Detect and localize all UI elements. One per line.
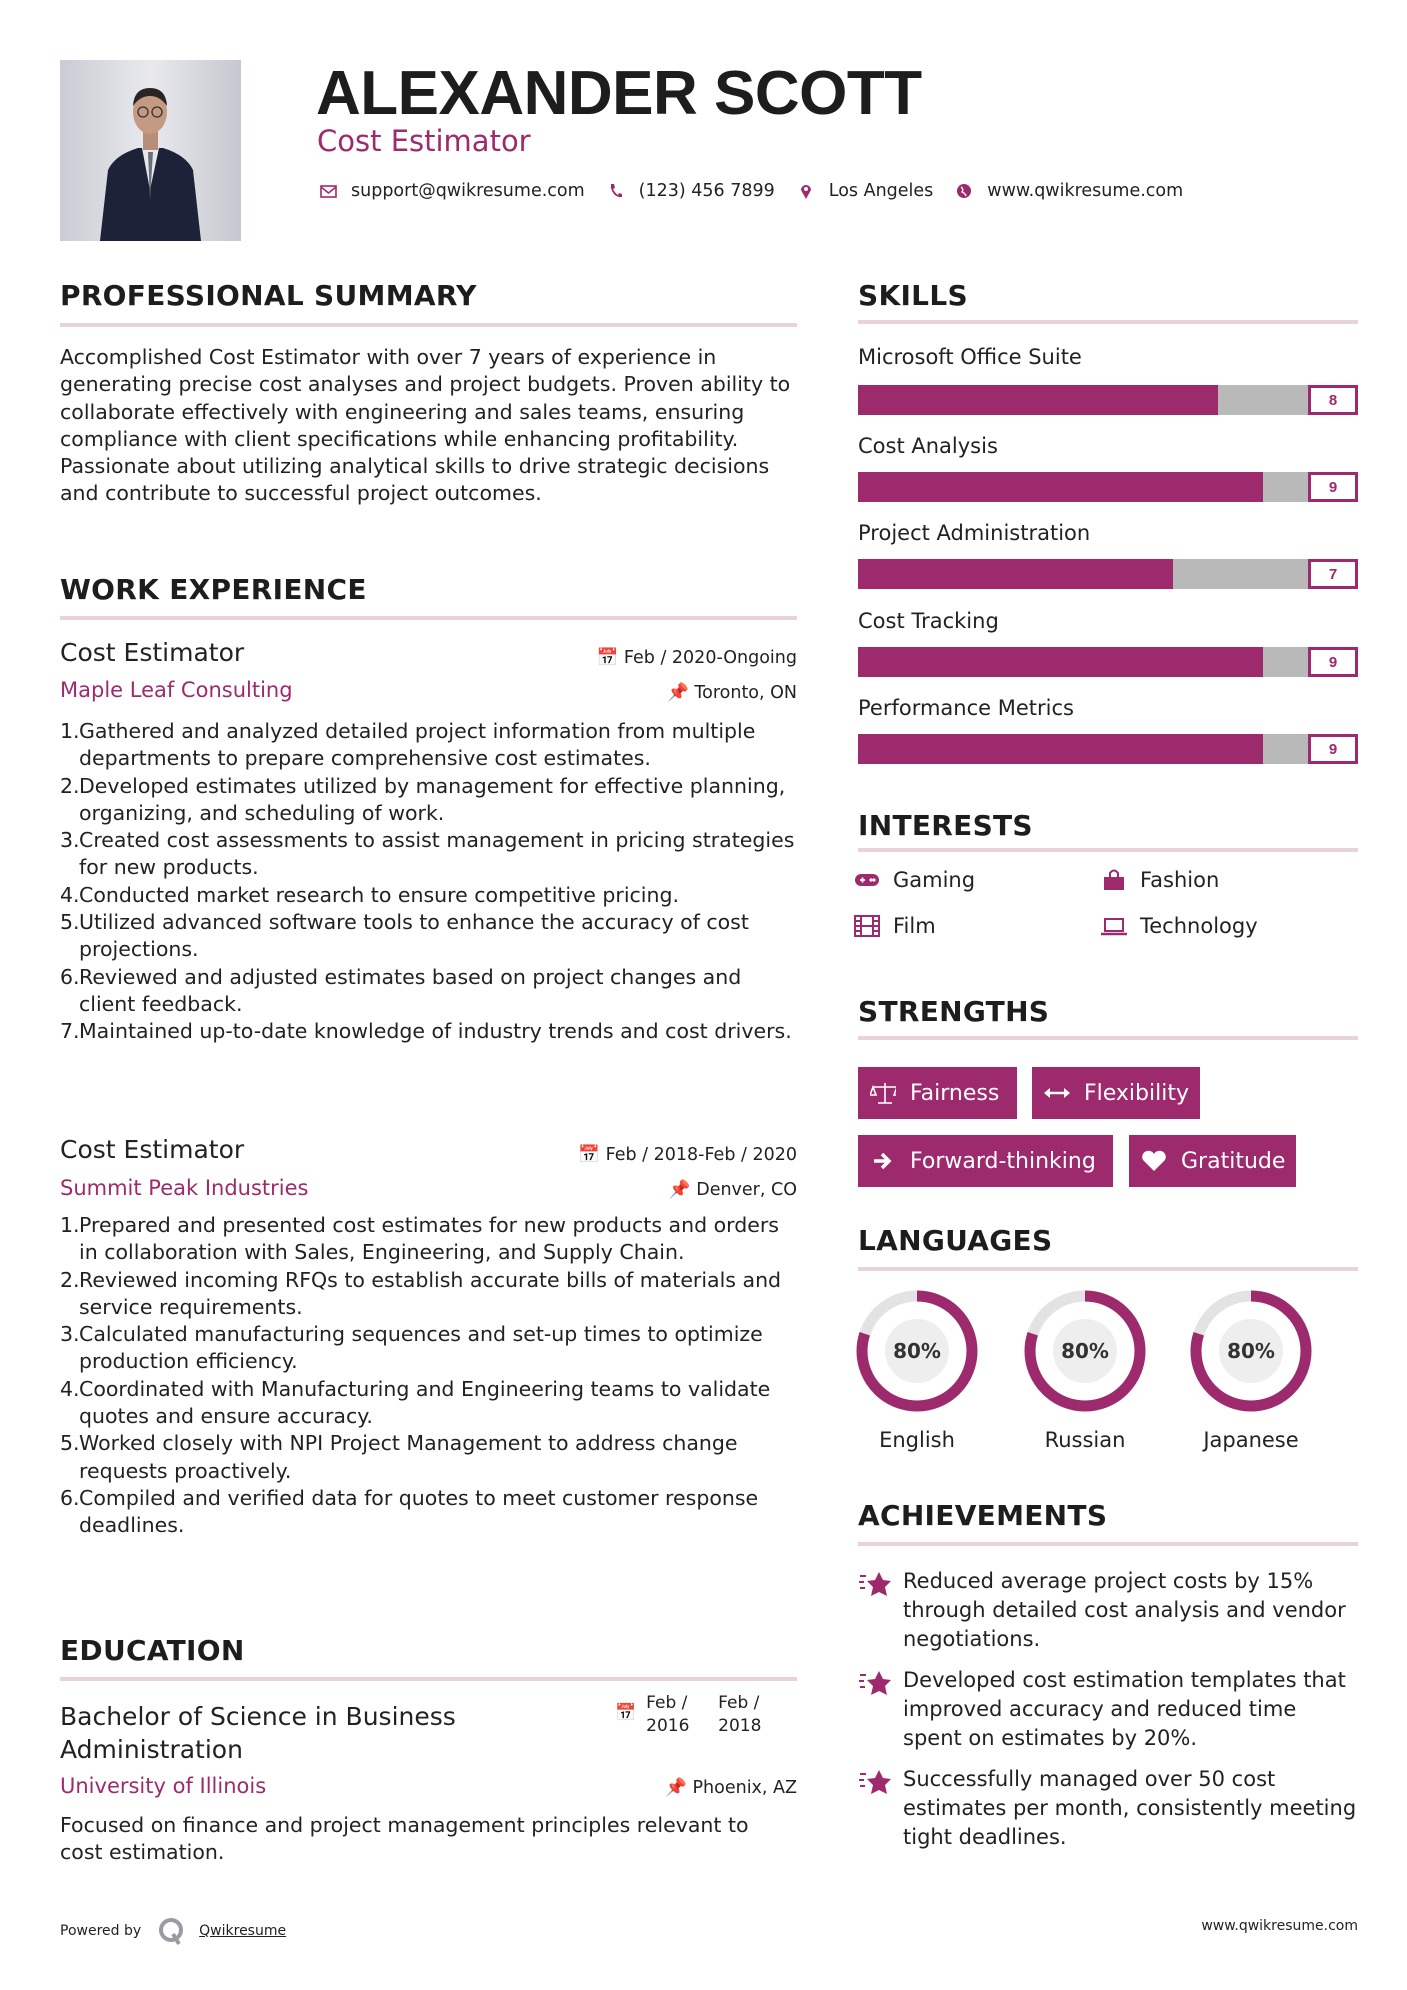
section-divider xyxy=(858,1542,1358,1546)
duty-item xyxy=(60,1430,797,1485)
calendar-icon: 📅 xyxy=(615,1703,637,1723)
map-marker-icon xyxy=(795,181,817,201)
section-heading-interests: INTERESTS xyxy=(858,809,1033,842)
item-number: 1. xyxy=(60,1213,80,1237)
section-heading-achievements: ACHIEVEMENTS xyxy=(858,1499,1108,1532)
achievement-text: Successfully managed over 50 cost estimates per month, consistently meeting tight deadlines. xyxy=(903,1767,1357,1849)
strength-forward-thinking xyxy=(858,1135,1113,1187)
globe-icon xyxy=(953,181,975,201)
item-text: Coordinated with Manufacturing and Engineering teams to validate quotes and ensure accuracy. xyxy=(79,1376,771,1429)
education-dates xyxy=(615,1692,780,1738)
skill-bar xyxy=(858,559,1358,589)
contact-location: Los Angeles xyxy=(828,181,934,201)
summary-text: Accomplished Cost Estimator with over 7 years of experience in generating precise cost analyses and project budgets. Proven ability to collaborate effectively with engineering and sales teams, ensuring compliance with client specifications while enhancing profitability. Passionate about utilizing analytical skills to drive strategic decisions and contribute to successful project outcomes. xyxy=(60,345,791,506)
phone-icon xyxy=(605,181,627,201)
job-2-location-text: Denver, CO xyxy=(696,1180,797,1200)
contact-email[interactable]: support@qwikresume.com xyxy=(351,181,585,201)
interest-fashion xyxy=(1100,868,1219,892)
qwikresume-logo-icon xyxy=(157,1916,185,1946)
contact-phone: (123) 456 7899 xyxy=(638,181,775,201)
heart-icon xyxy=(1141,1150,1167,1172)
education-start: Feb / 2016 xyxy=(646,1693,690,1736)
item-text: Worked closely with NPI Project Management to address change requests proactively. xyxy=(79,1431,738,1483)
skill-label: Project Administration xyxy=(858,521,1091,545)
duty-item xyxy=(60,1485,797,1540)
job-1-location-text: Toronto, ON xyxy=(694,683,797,703)
job-2-date-text: Feb / 2018-Feb / 2020 xyxy=(605,1145,797,1165)
contact-website[interactable]: www.qwikresume.com xyxy=(987,181,1184,201)
section-divider xyxy=(858,320,1358,324)
skill-label: Cost Tracking xyxy=(858,609,999,633)
school: University of Illinois xyxy=(60,1774,267,1798)
item-text: Compiled and verified data for quotes to meet customer response deadlines. xyxy=(79,1485,759,1538)
item-number: 4. xyxy=(60,1376,80,1401)
skill-bar xyxy=(858,734,1358,764)
achievement-item xyxy=(858,1765,1358,1852)
contact-row xyxy=(317,181,1203,201)
interest-gaming xyxy=(853,868,975,892)
job-1-date-text: Feb / 2020-Ongoing xyxy=(623,648,797,668)
strength-fairness xyxy=(858,1067,1017,1119)
duty-item xyxy=(60,909,797,964)
footer-website[interactable]: www.qwikresume.com xyxy=(1201,1918,1358,1934)
item-text: Reviewed and adjusted estimates based on project changes and client feedback. xyxy=(79,964,742,1016)
section-divider xyxy=(60,323,797,327)
language-name: Japanese xyxy=(1203,1428,1299,1452)
skill-label: Performance Metrics xyxy=(858,696,1074,720)
skill-label: Cost Analysis xyxy=(858,434,998,458)
item-number: 4. xyxy=(60,882,80,907)
duty-item xyxy=(60,1376,797,1431)
education-location xyxy=(665,1778,797,1798)
item-number: 2. xyxy=(60,773,80,798)
item-number: 3. xyxy=(60,1322,80,1347)
film-icon xyxy=(853,915,881,937)
profile-photo xyxy=(60,60,241,241)
interest-label: Gaming xyxy=(893,868,976,892)
strength-label: Fairness xyxy=(910,1080,1000,1106)
job-2-company: Summit Peak Industries xyxy=(60,1176,309,1200)
education-end: Feb / 2018 xyxy=(718,1693,762,1736)
duty-item xyxy=(60,827,797,882)
job-2-title: Cost Estimator xyxy=(60,1135,245,1164)
gamepad-icon xyxy=(853,872,881,888)
interest-film xyxy=(853,914,936,938)
balance-scale-icon xyxy=(870,1081,896,1105)
skill-bar-fill xyxy=(858,472,1263,502)
skill-level: 9 xyxy=(1308,472,1358,502)
section-heading-education: EDUCATION xyxy=(60,1634,245,1667)
interest-label: Fashion xyxy=(1140,868,1220,892)
item-number: 6. xyxy=(60,1485,80,1510)
envelope-icon xyxy=(317,181,339,201)
section-divider xyxy=(858,1267,1358,1271)
item-number: 2. xyxy=(60,1267,80,1292)
job-2-location xyxy=(669,1180,797,1200)
item-text: Created cost assessments to assist management in pricing strategies for new products. xyxy=(79,828,795,880)
language-japanese xyxy=(1190,1290,1312,1452)
strength-flexibility xyxy=(1032,1067,1200,1119)
pushpin-icon: 📌 xyxy=(668,1180,691,1200)
language-name: Russian xyxy=(1044,1428,1126,1452)
achievement-item xyxy=(858,1666,1358,1753)
skill-bar xyxy=(858,472,1358,502)
shopping-bag-icon xyxy=(1100,868,1128,892)
skill-bar xyxy=(858,647,1358,677)
candidate-name: ALEXANDER SCOTT xyxy=(316,59,922,128)
footer-powered-by xyxy=(60,1916,286,1946)
skill-bar-fill xyxy=(858,559,1173,589)
section-heading-summary: PROFESSIONAL SUMMARY xyxy=(60,279,477,312)
duty-item xyxy=(60,1212,797,1267)
language-name: English xyxy=(879,1428,955,1452)
education-description: Focused on finance and project management principles relevant to cost estimation. xyxy=(60,1813,749,1865)
powered-by-text: Powered by xyxy=(60,1923,142,1939)
job-2-duties xyxy=(60,1212,797,1540)
star-icon xyxy=(858,1567,903,1654)
star-icon xyxy=(858,1666,903,1753)
skill-bar-fill xyxy=(858,385,1218,415)
section-divider xyxy=(60,616,797,620)
job-1-location xyxy=(667,683,797,703)
degree: Bachelor of Science in Business Administration xyxy=(60,1702,456,1764)
language-russian xyxy=(1024,1290,1146,1452)
section-heading-languages: LANGUAGES xyxy=(858,1224,1053,1257)
education-location-text: Phoenix, AZ xyxy=(692,1778,797,1798)
duty-item xyxy=(60,773,797,828)
item-text: Reviewed incoming RFQs to establish accurate bills of materials and service requirements. xyxy=(79,1267,782,1319)
interest-label: Film xyxy=(893,914,936,938)
achievement-item xyxy=(858,1567,1358,1654)
interest-technology xyxy=(1100,914,1258,938)
duty-item xyxy=(60,1018,797,1045)
achievement-text: Developed cost estimation templates that improved accuracy and reduced time spent on estimates by 20%. xyxy=(903,1668,1346,1750)
skill-label: Microsoft Office Suite xyxy=(858,345,1082,369)
item-text: Utilized advanced software tools to enhance the accuracy of cost projections. xyxy=(79,910,749,962)
arrow-right-icon xyxy=(870,1150,896,1172)
job-1-dates xyxy=(597,648,797,668)
item-text: Calculated manufacturing sequences and set-up times to optimize production efficiency. xyxy=(79,1322,763,1374)
skill-level: 9 xyxy=(1308,734,1358,764)
item-text: Conducted market research to ensure competitive pricing. xyxy=(79,882,680,907)
strength-gratitude xyxy=(1129,1135,1296,1187)
duty-item xyxy=(60,1267,797,1322)
item-text: Gathered and analyzed detailed project information from multiple departments to prepare comprehensive cost estimates. xyxy=(79,719,756,771)
language-percent: 80% xyxy=(893,1339,941,1363)
item-number: 5. xyxy=(60,910,80,935)
qwikresume-link[interactable]: Qwikresume xyxy=(199,1923,287,1939)
strength-label: Flexibility xyxy=(1084,1080,1189,1106)
language-english xyxy=(856,1290,978,1452)
duty-item xyxy=(60,718,797,773)
item-number: 3. xyxy=(60,828,80,853)
item-text: Developed estimates utilized by management for effective planning, organizing, and scheduling of work. xyxy=(79,773,786,825)
language-percent: 80% xyxy=(1061,1339,1109,1363)
calendar-icon: 📅 xyxy=(596,648,619,668)
item-text: Maintained up-to-date knowledge of industry trends and cost drivers. xyxy=(79,1019,792,1044)
item-number: 5. xyxy=(60,1431,80,1456)
skill-bar-fill xyxy=(858,734,1263,764)
pushpin-icon: 📌 xyxy=(667,683,689,703)
skill-bar xyxy=(858,385,1358,415)
item-text: Prepared and presented cost estimates for new products and orders in collaboration with Sales, Engineering, and Supply Chain. xyxy=(79,1213,779,1265)
item-number: 7. xyxy=(60,1019,80,1044)
section-divider xyxy=(858,848,1358,852)
item-number: 6. xyxy=(60,964,80,989)
job-1-company: Maple Leaf Consulting xyxy=(60,678,293,702)
section-divider xyxy=(60,1677,797,1681)
section-divider xyxy=(858,1036,1358,1040)
item-number: 1. xyxy=(60,719,80,743)
section-heading-skills: SKILLS xyxy=(858,279,968,312)
strength-label: Forward-thinking xyxy=(910,1148,1096,1174)
job-1-title: Cost Estimator xyxy=(60,638,245,667)
job-1-duties xyxy=(60,718,797,1046)
section-heading-experience: WORK EXPERIENCE xyxy=(60,573,367,606)
duty-item xyxy=(60,964,797,1019)
pushpin-icon: 📌 xyxy=(665,1778,687,1798)
language-percent: 80% xyxy=(1227,1339,1275,1363)
skill-bar-fill xyxy=(858,647,1263,677)
section-heading-strengths: STRENGTHS xyxy=(858,995,1050,1028)
job-2-dates xyxy=(578,1145,797,1165)
laptop-icon xyxy=(1100,916,1128,936)
skill-level: 9 xyxy=(1308,647,1358,677)
duty-item xyxy=(60,882,797,909)
interest-label: Technology xyxy=(1140,914,1258,938)
job-title: Cost Estimator xyxy=(317,124,531,158)
achievement-text: Reduced average project costs by 15% through detailed cost analysis and vendor negotiations. xyxy=(903,1569,1346,1651)
star-icon xyxy=(858,1765,903,1852)
skill-level: 8 xyxy=(1308,385,1358,415)
strength-label: Gratitude xyxy=(1181,1148,1286,1174)
calendar-icon: 📅 xyxy=(578,1145,601,1165)
duty-item xyxy=(60,1321,797,1376)
arrows-h-icon xyxy=(1044,1086,1070,1100)
skill-level: 7 xyxy=(1308,559,1358,589)
